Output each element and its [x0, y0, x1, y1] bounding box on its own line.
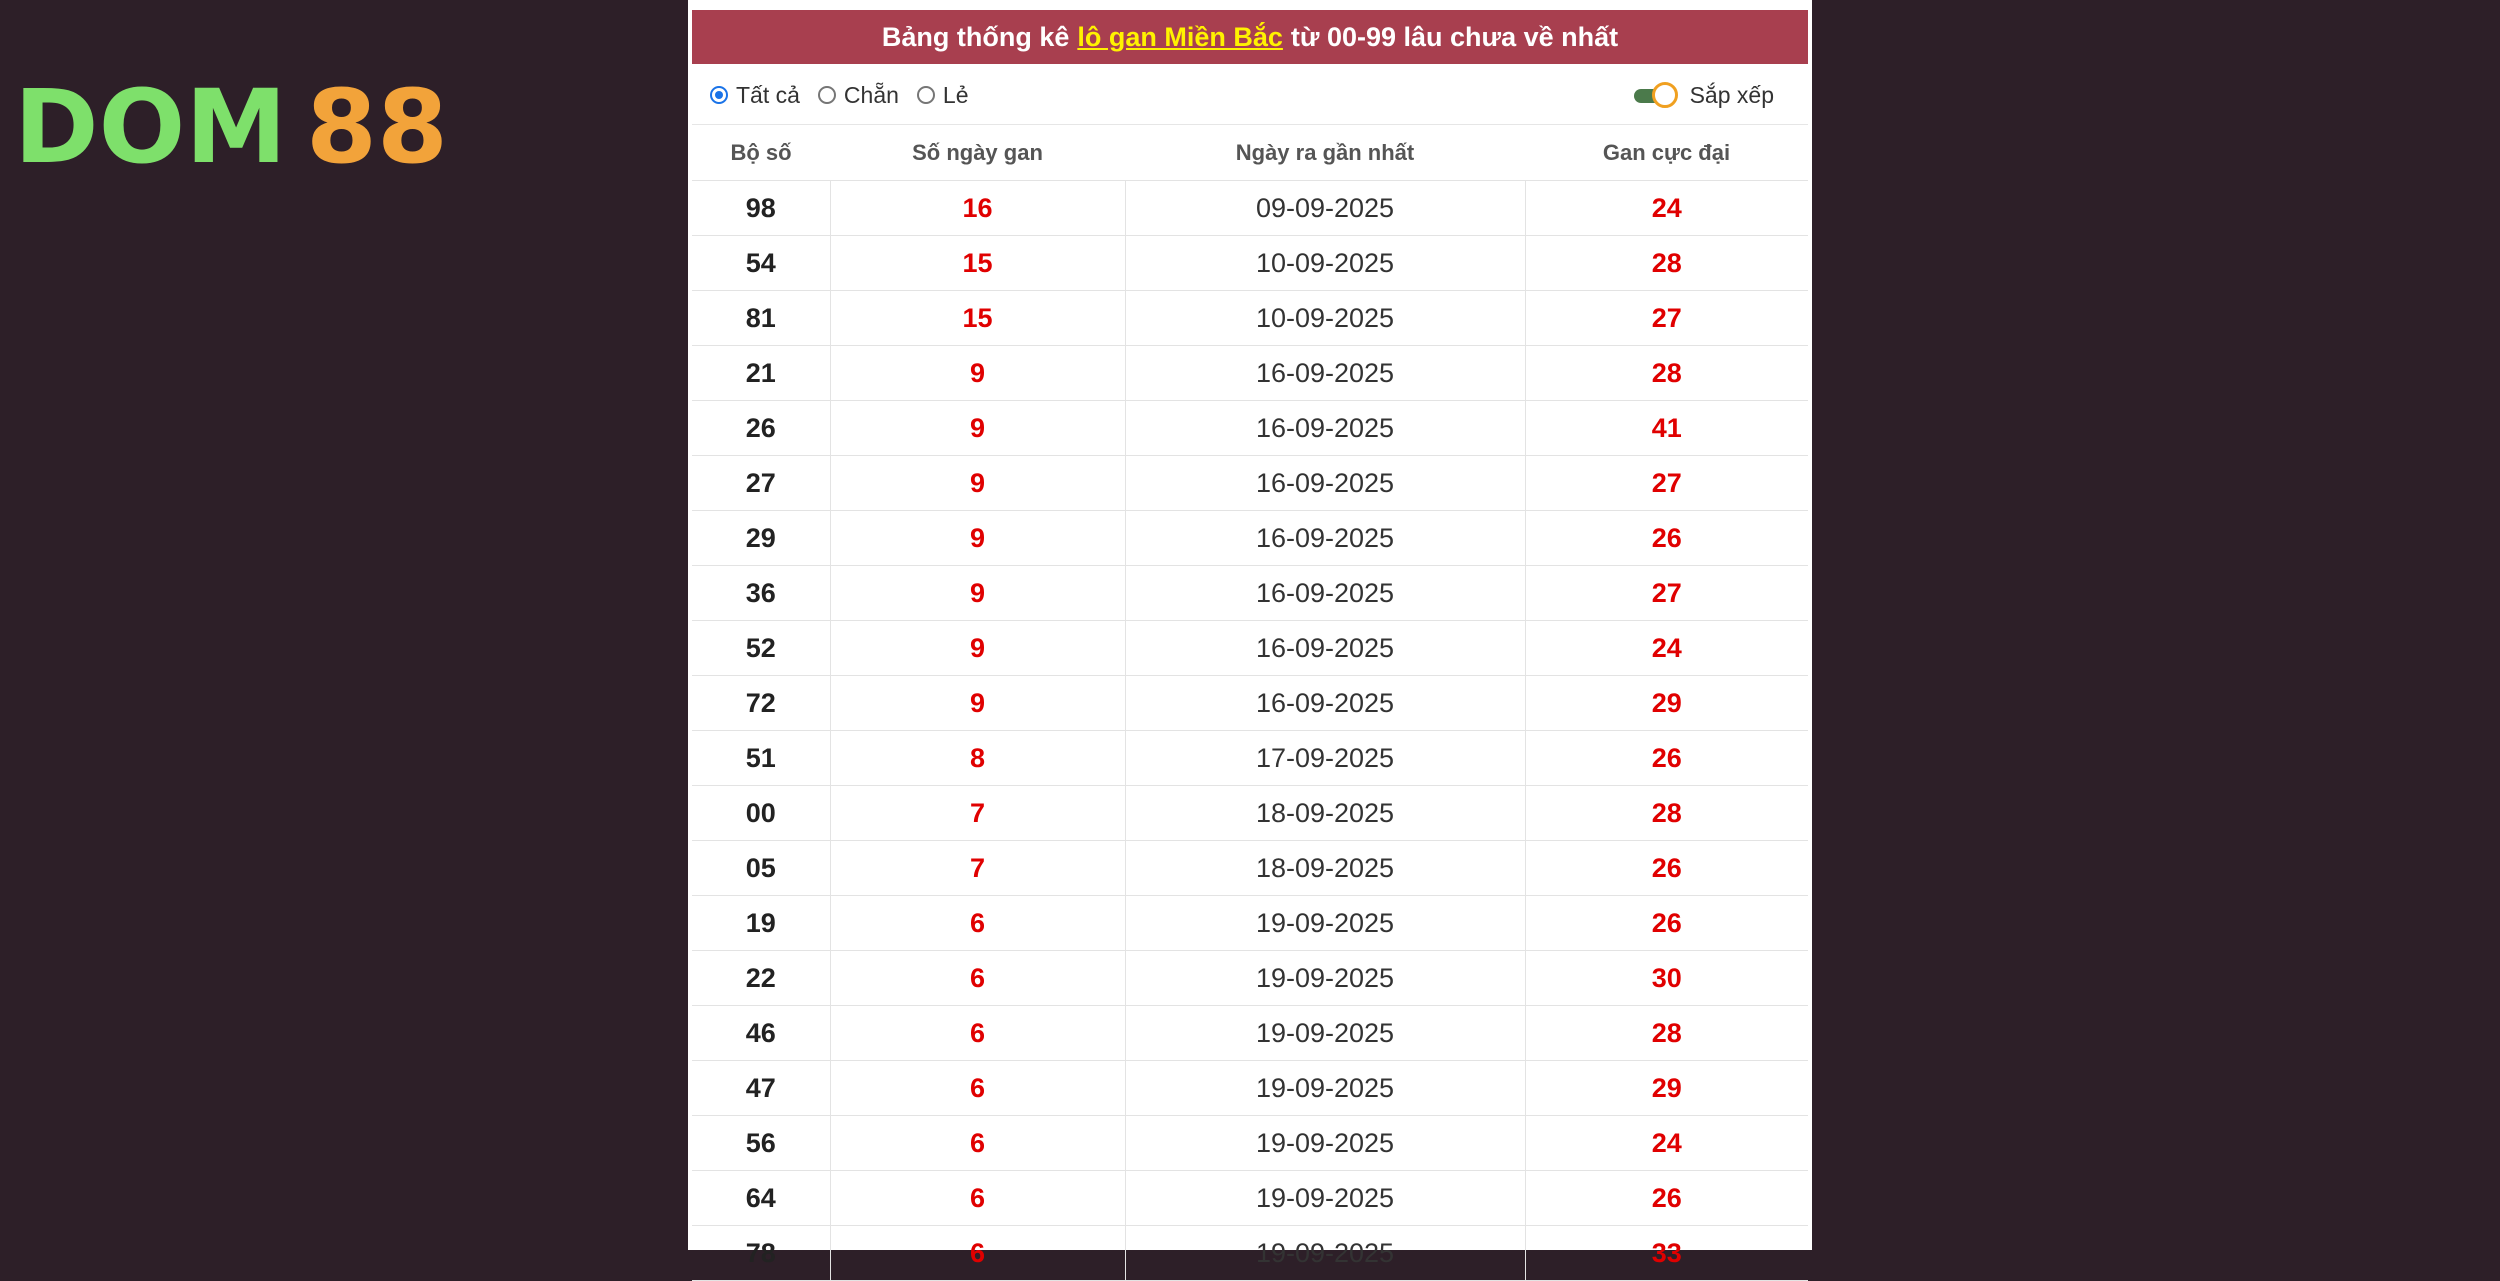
cell-bo-so: 54: [692, 236, 830, 291]
table-row: [692, 731, 1808, 786]
cell-so-ngay-gan: 16: [830, 181, 1125, 236]
cell-gan-cuc-dai: 27: [1525, 456, 1808, 511]
filter-bar: [692, 66, 1808, 125]
header-gan-cuc-dai: Gan cực đại: [1525, 126, 1808, 181]
sort-toggle[interactable]: [1634, 82, 1682, 108]
cell-ngay-ra: 19-09-2025: [1125, 1226, 1525, 1281]
cell-gan-cuc-dai: 30: [1525, 951, 1808, 1006]
cell-bo-so: 21: [692, 346, 830, 401]
table-row: [692, 621, 1808, 676]
title-after: từ 00-99 lâu chưa về nhất: [1290, 21, 1619, 52]
cell-ngay-ra: 19-09-2025: [1125, 1116, 1525, 1171]
cell-gan-cuc-dai: 24: [1525, 1116, 1808, 1171]
cell-gan-cuc-dai: 26: [1525, 1171, 1808, 1226]
cell-ngay-ra: 19-09-2025: [1125, 951, 1525, 1006]
table-row: [692, 291, 1808, 346]
cell-gan-cuc-dai: 28: [1525, 346, 1808, 401]
table-row: [692, 1061, 1808, 1116]
table-row: [692, 786, 1808, 841]
header-so-ngay-gan: Số ngày gan: [830, 126, 1125, 181]
table-row: [692, 1226, 1808, 1281]
cell-bo-so: 47: [692, 1061, 830, 1116]
cell-gan-cuc-dai: 27: [1525, 566, 1808, 621]
cell-bo-so: 56: [692, 1116, 830, 1171]
cell-bo-so: 52: [692, 621, 830, 676]
cell-ngay-ra: 16-09-2025: [1125, 621, 1525, 676]
cell-so-ngay-gan: 7: [830, 841, 1125, 896]
cell-gan-cuc-dai: 29: [1525, 676, 1808, 731]
lo-gan-table: [692, 126, 1808, 1281]
cell-so-ngay-gan: 6: [830, 1006, 1125, 1061]
cell-so-ngay-gan: 6: [830, 951, 1125, 1006]
cell-so-ngay-gan: 6: [830, 1226, 1125, 1281]
logo-text-88: 88: [306, 68, 448, 187]
cell-gan-cuc-dai: 28: [1525, 236, 1808, 291]
header-bo-so: Bộ số: [692, 126, 830, 181]
cell-bo-so: 29: [692, 511, 830, 566]
cell-bo-so: 78: [692, 1226, 830, 1281]
sort-control: [1634, 66, 1774, 124]
table-row: [692, 566, 1808, 621]
cell-bo-so: 98: [692, 181, 830, 236]
cell-gan-cuc-dai: 28: [1525, 786, 1808, 841]
cell-so-ngay-gan: 6: [830, 1116, 1125, 1171]
cell-gan-cuc-dai: 24: [1525, 181, 1808, 236]
cell-gan-cuc-dai: 33: [1525, 1226, 1808, 1281]
filter-radio-all[interactable]: [710, 82, 800, 109]
cell-bo-so: 81: [692, 291, 830, 346]
table-row: [692, 511, 1808, 566]
cell-so-ngay-gan: 9: [830, 511, 1125, 566]
cell-so-ngay-gan: 9: [830, 566, 1125, 621]
filter-radio-even[interactable]: [818, 82, 899, 109]
cell-ngay-ra: 16-09-2025: [1125, 401, 1525, 456]
filter-label-even: Chẵn: [843, 81, 899, 108]
cell-bo-so: 46: [692, 1006, 830, 1061]
cell-gan-cuc-dai: 26: [1525, 511, 1808, 566]
cell-so-ngay-gan: 15: [830, 291, 1125, 346]
cell-ngay-ra: 18-09-2025: [1125, 841, 1525, 896]
cell-gan-cuc-dai: 41: [1525, 401, 1808, 456]
cell-ngay-ra: 16-09-2025: [1125, 456, 1525, 511]
cell-ngay-ra: 18-09-2025: [1125, 786, 1525, 841]
cell-ngay-ra: 10-09-2025: [1125, 291, 1525, 346]
cell-so-ngay-gan: 9: [830, 621, 1125, 676]
cell-gan-cuc-dai: 27: [1525, 291, 1808, 346]
cell-gan-cuc-dai: 26: [1525, 841, 1808, 896]
table-row: [692, 401, 1808, 456]
table-row: [692, 896, 1808, 951]
cell-so-ngay-gan: 8: [830, 731, 1125, 786]
cell-so-ngay-gan: 9: [830, 456, 1125, 511]
table-row: [692, 181, 1808, 236]
cell-bo-so: 36: [692, 566, 830, 621]
cell-gan-cuc-dai: 26: [1525, 896, 1808, 951]
cell-bo-so: 64: [692, 1171, 830, 1226]
filter-label-all: Tất cả: [736, 81, 800, 108]
toggle-knob: [1652, 82, 1678, 108]
cell-ngay-ra: 19-09-2025: [1125, 1171, 1525, 1226]
cell-ngay-ra: 16-09-2025: [1125, 346, 1525, 401]
cell-bo-so: 26: [692, 401, 830, 456]
table-row: [692, 456, 1808, 511]
radio-unchecked-icon[interactable]: [818, 86, 836, 104]
cell-ngay-ra: 17-09-2025: [1125, 731, 1525, 786]
cell-so-ngay-gan: 6: [830, 1171, 1125, 1226]
cell-so-ngay-gan: 9: [830, 401, 1125, 456]
dom88-logo: [14, 68, 454, 187]
cell-so-ngay-gan: 9: [830, 676, 1125, 731]
table-row: [692, 841, 1808, 896]
cell-bo-so: 19: [692, 896, 830, 951]
cell-bo-so: 51: [692, 731, 830, 786]
header-ngay-ra-gan-nhat: Ngày ra gần nhất: [1125, 126, 1525, 181]
cell-so-ngay-gan: 7: [830, 786, 1125, 841]
cell-gan-cuc-dai: 28: [1525, 1006, 1808, 1061]
table-header-row: [692, 126, 1808, 181]
cell-ngay-ra: 19-09-2025: [1125, 1006, 1525, 1061]
title-link-lo-gan[interactable]: lô gan Miền Bắc: [1077, 21, 1283, 52]
table-row: [692, 951, 1808, 1006]
lo-gan-panel: [688, 0, 1812, 1268]
cell-bo-so: 22: [692, 951, 830, 1006]
cell-gan-cuc-dai: 29: [1525, 1061, 1808, 1116]
table-row: [692, 1116, 1808, 1171]
cell-bo-so: 05: [692, 841, 830, 896]
cell-ngay-ra: 10-09-2025: [1125, 236, 1525, 291]
cell-ngay-ra: 16-09-2025: [1125, 566, 1525, 621]
cell-bo-so: 72: [692, 676, 830, 731]
table-title: [692, 10, 1808, 64]
radio-unchecked-icon[interactable]: [917, 86, 935, 104]
cell-bo-so: 00: [692, 786, 830, 841]
filter-radio-odd[interactable]: [917, 82, 969, 109]
table-row: [692, 1171, 1808, 1226]
cell-ngay-ra: 09-09-2025: [1125, 181, 1525, 236]
cell-so-ngay-gan: 6: [830, 896, 1125, 951]
table-row: [692, 346, 1808, 401]
cell-bo-so: 27: [692, 456, 830, 511]
cell-gan-cuc-dai: 26: [1525, 731, 1808, 786]
cell-gan-cuc-dai: 24: [1525, 621, 1808, 676]
logo-text-dom: DOM: [14, 68, 287, 187]
radio-checked-icon[interactable]: [710, 86, 728, 104]
table-row: [692, 676, 1808, 731]
table-row: [692, 1006, 1808, 1061]
cell-ngay-ra: 16-09-2025: [1125, 511, 1525, 566]
sort-label: Sắp xếp: [1689, 81, 1774, 108]
filter-label-odd: Lẻ: [942, 81, 969, 108]
cell-ngay-ra: 16-09-2025: [1125, 676, 1525, 731]
cell-ngay-ra: 19-09-2025: [1125, 896, 1525, 951]
cell-so-ngay-gan: 6: [830, 1061, 1125, 1116]
cell-so-ngay-gan: 15: [830, 236, 1125, 291]
cell-ngay-ra: 19-09-2025: [1125, 1061, 1525, 1116]
cell-so-ngay-gan: 9: [830, 346, 1125, 401]
table-row: [692, 236, 1808, 291]
title-before: Bảng thống kê: [881, 21, 1070, 52]
